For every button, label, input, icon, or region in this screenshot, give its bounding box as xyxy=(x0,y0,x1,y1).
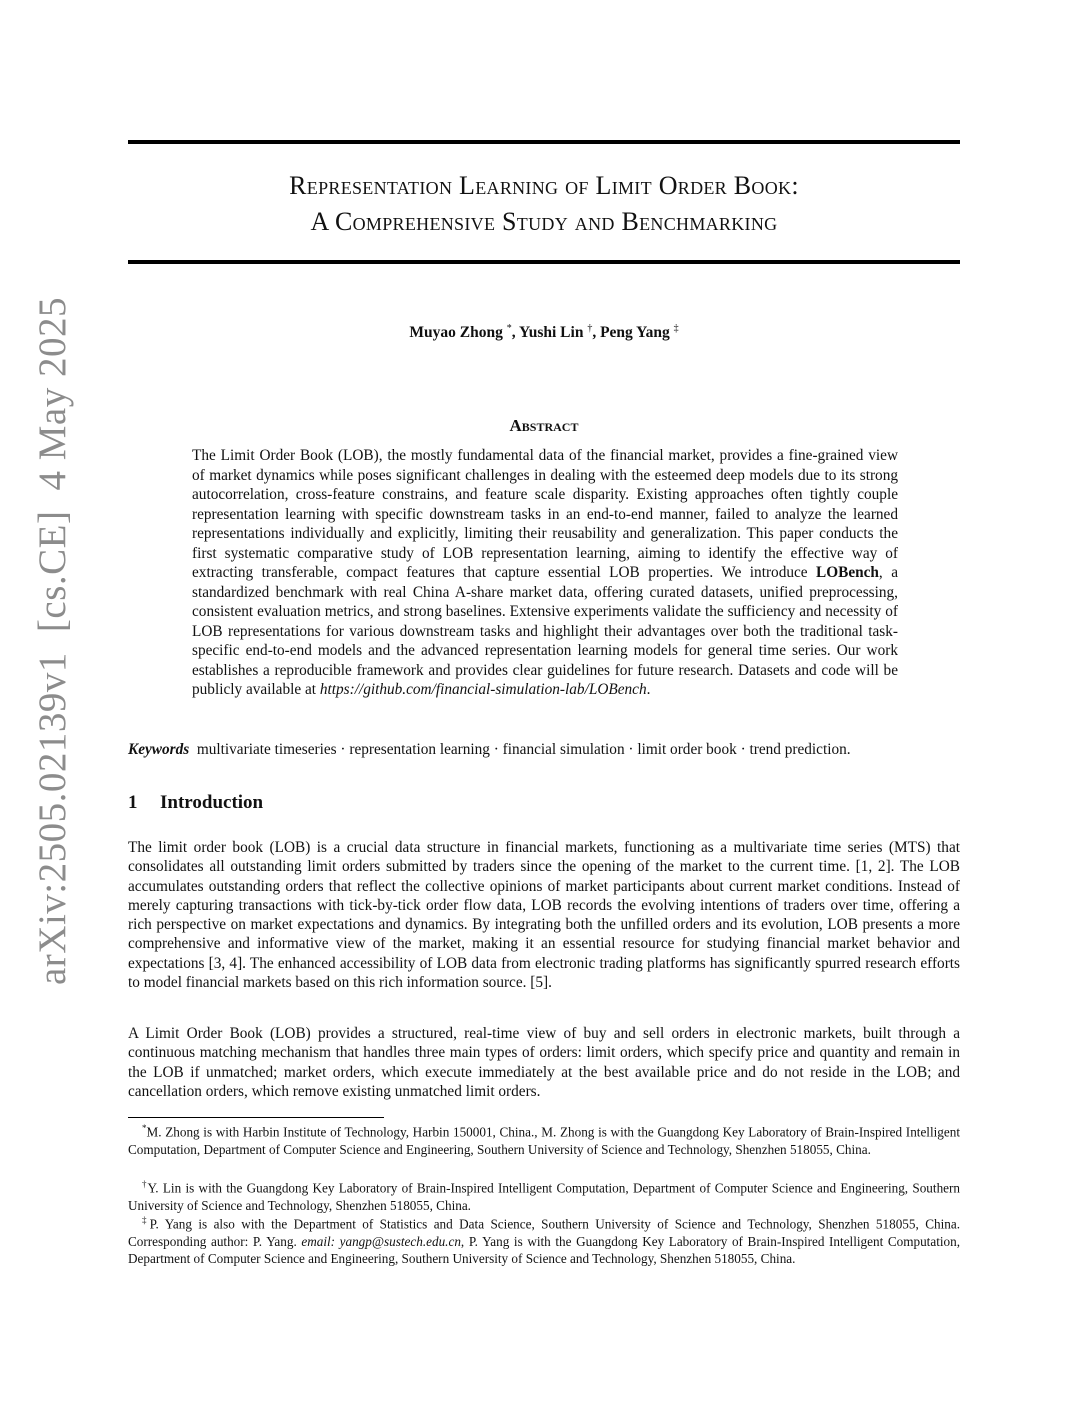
footnote-lin: †Y. Lin is with the Guangdong Key Laboratory of Brain-Inspired Intelligent Computation, Department of Computer Science and Engineering, Southern University of Science and Technology, Shenzhen 518055, China. xyxy=(128,1179,960,1213)
author-name: Peng Yang xyxy=(600,324,670,342)
section-number: 1 xyxy=(128,792,138,813)
code-link[interactable]: https://github.com/financial-simulation-lab/LOBench xyxy=(319,681,647,698)
corresponding-email[interactable]: email: yangp@sustech.edu.cn xyxy=(301,1233,461,1249)
title-line-2: A Comprehensive Study and Benchmarking xyxy=(310,207,778,236)
arxiv-category: [cs.CE] xyxy=(31,510,74,633)
arxiv-id[interactable]: arXiv:2505.02139v1 xyxy=(31,652,74,985)
author-name: Yushi Lin xyxy=(518,324,584,342)
benchmark-name: LOBench xyxy=(816,564,879,581)
title-top-rule xyxy=(128,140,960,144)
abstract-heading: Abstract xyxy=(509,416,579,435)
author-footnote-mark[interactable]: ‡ xyxy=(673,323,679,334)
arxiv-date: 4 May 2025 xyxy=(31,297,74,491)
abstract-body: The Limit Order Book (LOB), the mostly fundamental data of the financial market, provides a fine-grained view of market dynamics while poses significant challenges in dealing with the esteemed deep models due to its strong autocorrelation, cross-feature constrains, and feature scale disparity. Existing approaches often tightly couple representation learning with specific downstream tasks in an end-to-end manner, failed to analyze the learned representations individually and explicitly, limiting their reusability and generalization. This paper conducts the first systematic comparative study of LOB representation learning, aiming to identify the effective way of extracting transferable, compact features that capture essential LOB properties. We introduce LOBench, a standardized benchmark with real China A-share market data, offering curated datasets, unified preprocessing, consistent evaluation metrics, and strong baselines. Extensive experiments validate the sufficiency and necessity of LOB representations for various downstream tasks and highlight their advantages over both the traditional task-specific end-to-end models and the advanced representation learning models for general time series. Our work establishes a reproducible framework and provides clear guidelines for future research. Datasets and code will be publicly available at https://github.com/financial-simulation-lab/LOBench. xyxy=(192,447,898,698)
footnote-rule xyxy=(128,1117,384,1118)
keywords-label: Keywords xyxy=(128,741,190,758)
title-line-1: Representation Learning of Limit Order Book: xyxy=(289,171,799,200)
paper-title xyxy=(128,168,960,240)
author-footnote-mark[interactable]: * xyxy=(506,323,512,334)
keywords xyxy=(128,741,968,759)
footnote-yang: ‡P. Yang is also with the Department of Statistics and Data Science, Southern University of Science and Technology, Shenzhen 518055, China. Corresponding author: P. Yang. email: yangp@sustech.edu.cn, P. Yang is with the Guangdong Key Laboratory of Brain-Inspired Intelligent Computation, Department of Computer Science and Engineering, Southern University of Science and Technology, Shenzhen 518055, China. xyxy=(128,1215,961,1266)
keywords-list: multivariate timeseries · representation learning · financial simulation · limit order book · trend prediction. xyxy=(196,741,851,758)
author-list: Muyao Zhong *, Yushi Lin †, Peng Yang ‡ xyxy=(409,323,679,342)
footnote-zhong: *M. Zhong is with Harbin Institute of Technology, Harbin 150001, China., M. Zhong is with the Guangdong Key Laboratory of Brain-Inspired Intelligent Computation, Department of Computer Science and Engineering, Southern University of Science and Technology, Shenzhen 518055, China. xyxy=(128,1123,960,1157)
section-heading-introduction xyxy=(128,792,263,814)
arxiv-stamp xyxy=(30,277,75,985)
author-footnote-mark[interactable]: † xyxy=(587,323,593,334)
section-title: Introduction xyxy=(160,792,264,813)
intro-paragraph-1: The limit order book (LOB) is a crucial data structure in financial markets, functioning as a multivariate time series (MTS) that consolidates all outstanding limit orders submitted by traders since the opening of the market to the current time. [1, 2]. The LOB accumulates outstanding orders that reflect the collective opinions of market participants about current market conditions. Instead of merely capturing transactions with tick-by-tick order flow data, LOB records the evolving intentions of traders over time, offering a rich perspective on market expectations and dynamics. By integrating both the unfilled orders and its evolution, LOB presents a more comprehensive and informative view of the market, making it an essential resource for studying financial market behavior and expectations [3, 4]. The enhanced accessibility of LOB data from electronic trading platforms has significantly spurred research efforts to model financial markets based on this rich information source. [5]. xyxy=(128,839,960,992)
intro-paragraph-2: A Limit Order Book (LOB) provides a structured, real-time view of buy and sell orders in electronic markets, built through a continuous matching mechanism that handles three main types of orders: limit orders, which specify price and quantity and remain in the LOB if unmatched; market orders, which execute immediately at the best available price and do not reside in the LOB; and cancellation orders, which remove existing unmatched limit orders. xyxy=(128,1025,960,1100)
title-bottom-rule xyxy=(128,260,960,264)
author-name: Muyao Zhong xyxy=(409,324,503,342)
